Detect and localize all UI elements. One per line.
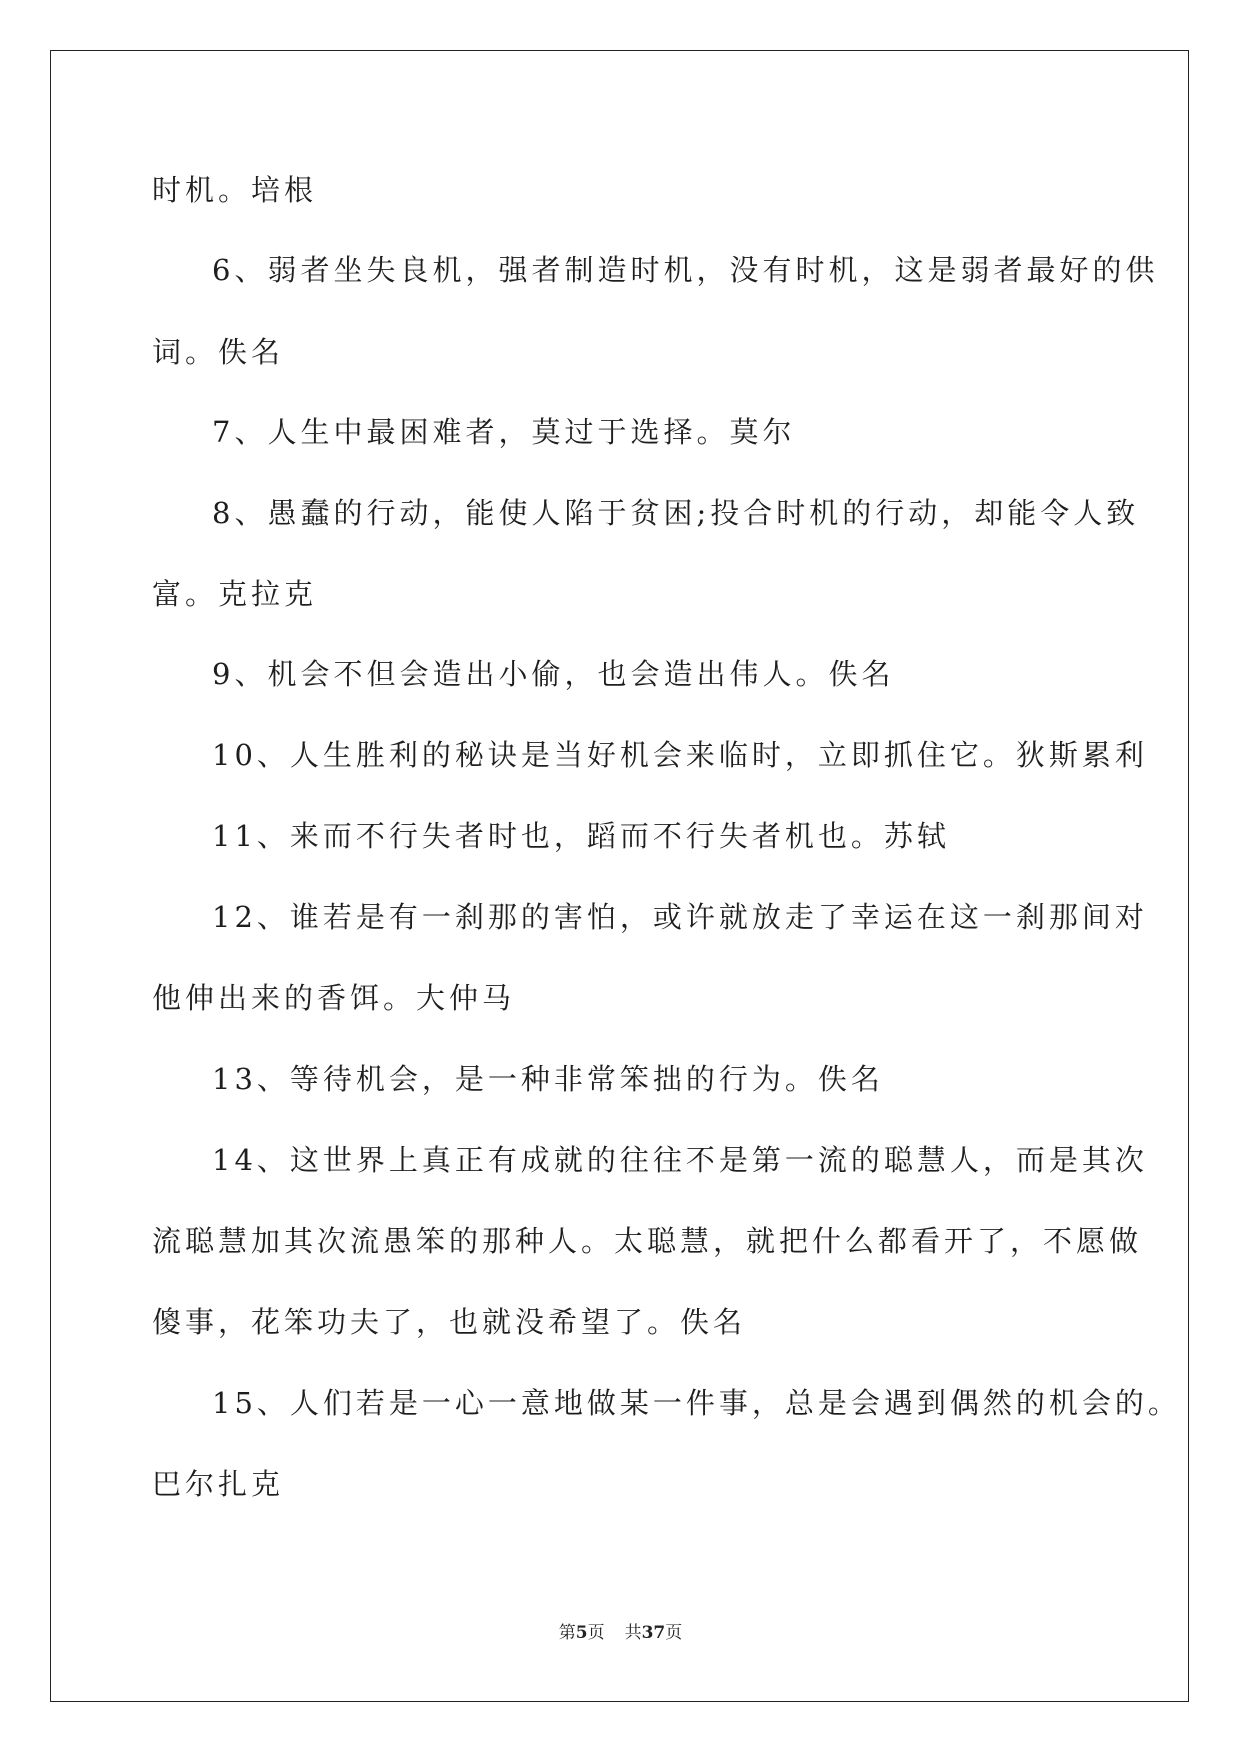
total-pages: 37 [641, 1623, 666, 1643]
text-line: 7、人生中最困难者，莫过于选择。莫尔 [212, 415, 796, 449]
text-line: 6、弱者坐失良机，强者制造时机，没有时机，这是弱者最好的供 [212, 253, 1159, 287]
page-border [50, 50, 1189, 1702]
page-suffix: 页 [587, 1623, 605, 1643]
text-line: 流聪慧加其次流愚笨的那种人。太聪慧，就把什么都看开了，不愿做 [152, 1224, 1143, 1258]
text-line: 词。佚名 [152, 335, 285, 369]
text-line: 15、人们若是一心一意地做某一件事，总是会遇到偶然的机会的。 [212, 1386, 1181, 1420]
text-line: 11、来而不行失者时也，蹈而不行失者机也。苏轼 [212, 819, 950, 853]
page-prefix: 第 [558, 1623, 576, 1643]
text-line: 13、等待机会，是一种非常笨拙的行为。佚名 [212, 1062, 884, 1096]
text-line: 9、机会不但会造出小偷，也会造出伟人。佚名 [212, 657, 895, 691]
text-line: 14、这世界上真正有成就的往往不是第一流的聪慧人，而是其次 [212, 1143, 1148, 1177]
text-line: 时机。培根 [152, 173, 318, 207]
text-line: 10、人生胜利的秘诀是当好机会来临时，立即抓住它。狄斯累利 [212, 738, 1148, 772]
total-prefix: 共 [624, 1623, 642, 1643]
text-line: 富。克拉克 [152, 577, 318, 611]
text-line: 傻事，花笨功夫了，也就没希望了。佚名 [152, 1305, 747, 1339]
total-suffix: 页 [665, 1623, 683, 1643]
text-line: 他伸出来的香饵。大仲马 [152, 981, 516, 1015]
page-footer [0, 1618, 1241, 1643]
text-line: 巴尔扎克 [152, 1467, 285, 1501]
text-line: 12、谁若是有一刹那的害怕，或许就放走了幸运在这一刹那间对 [212, 900, 1148, 934]
page-number: 5 [575, 1623, 588, 1643]
text-line: 8、愚蠢的行动，能使人陷于贫困;投合时机的行动，却能令人致 [212, 496, 1140, 530]
